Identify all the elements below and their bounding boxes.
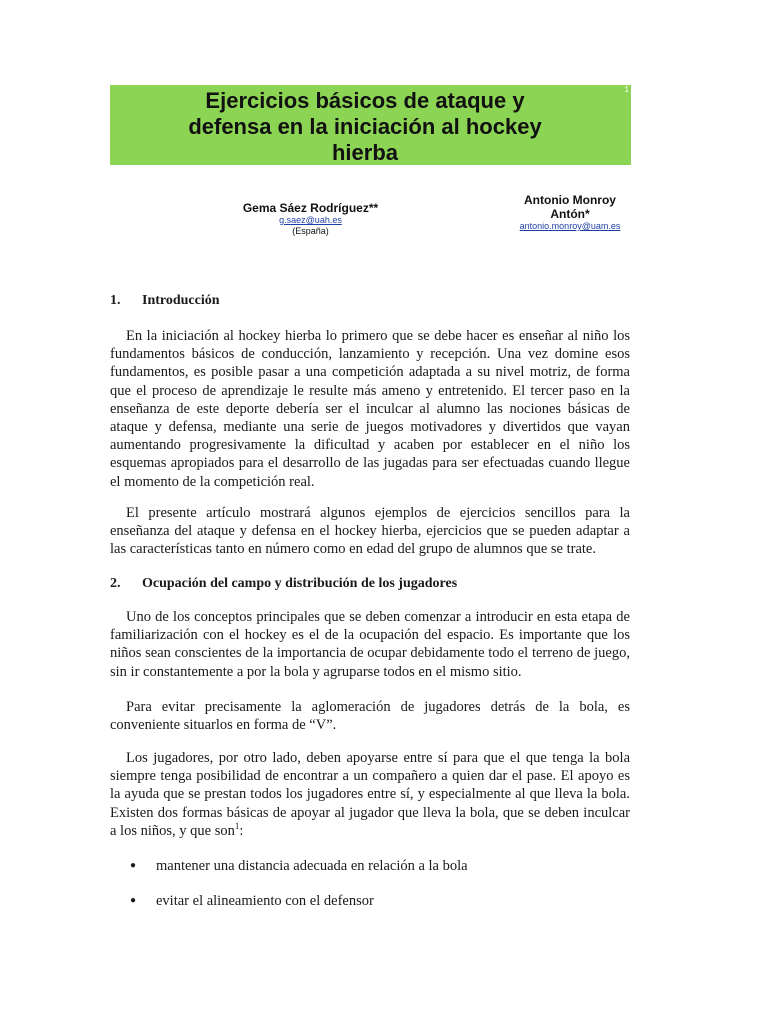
paragraph-intro-1: En la iniciación al hockey hierba lo primero que se debe hacer es enseñar al niño los fundamentos básicos de conducción, lanzamiento y recepción. Una vez domine esos fundamentos, es posible pasar a una competición adaptada a su nivel motriz, de forma que el proceso de aprendizaje le resulte más ameno y entretenido. El tercer paso en la enseñanza de este deporte debería ser el inculcar al alumno las nociones básicas de ataque y defensa, mediante una serie de juegos motivadores y divertidos que vayan aumentando progresivamente la dificultad y acaben por establecer en el niño los esquemas apropiados para el desarrollo de las jugadas para ser efectuadas cuando llegue el momento de la competición real. (110, 328, 630, 490)
title-banner (110, 85, 631, 165)
section-number-1: 1. (110, 293, 121, 308)
author-email-1[interactable]: g.saez@uah.es (279, 215, 342, 225)
paragraph-occupation-1: Uno de los conceptos principales que se deben comenzar a introducir en esta etapa de familiarización con el hockey es el de la ocupación del espacio. Es importante que los niños sean conscientes de la importancia de ocupar debidamente todo el terreno de juego, sin ir constantemente a por la bola y agruparse todos en el mismo sitio. (110, 609, 630, 680)
section-heading-1 (110, 292, 220, 310)
bullet-text-2: evitar el alineamiento con el defensor (156, 893, 374, 909)
title-corner-mark: 1 (624, 85, 629, 94)
bullet-dot-icon: ● (130, 895, 137, 906)
paragraph-intro-2: El presente artículo mostrará algunos ejemplos de ejercicios sencillos para la enseñanza del ataque y defensa en el hockey hierba, ejercicios que se pueden adaptar a las características tanto en número como en edad del grupo de alumnos que se trate. (110, 505, 630, 558)
author-block-2 (495, 193, 645, 232)
author-email-2[interactable]: antonio.monroy@uam.es (519, 221, 621, 231)
title-line-3: hierba (331, 140, 399, 165)
document-title (110, 88, 620, 166)
section-title-1: Introducción (142, 293, 220, 308)
bullet-text-1: mantener una distancia adecuada en relación a la bola (156, 858, 468, 874)
bullet-item-2 (130, 892, 374, 910)
title-line-1: Ejercicios básicos de ataque y (205, 88, 525, 113)
title-line-2: defensa en la iniciación al hockey (188, 114, 542, 139)
bullet-item-1 (130, 857, 468, 875)
section-title-2: Ocupación del campo y distribución de los jugadores (142, 576, 458, 591)
author-name-2-line-2: Antón* (550, 207, 590, 221)
author-name-2-line-1: Antonio Monroy (524, 193, 616, 207)
footnote-marker-1[interactable]: 1 (234, 820, 240, 831)
paragraph-occupation-3-text: Los jugadores, por otro lado, deben apoyarse entre sí para que el que tenga la bola siempre tenga posibilidad de encontrar a un compañero a quien dar el pase. El apoyo es la ayuda que se prestan todos los jugadores entre sí, y especialmente al que lleva la bola. Existen dos formas básicas de apoyar al jugador que lleva la bola, que se deben inculcar a los niños, y que son (110, 750, 630, 839)
paragraph-occupation-3-colon: : (239, 822, 244, 839)
author-country-1: (España) (292, 226, 329, 236)
paragraph-occupation-3 (110, 749, 630, 840)
section-heading-2 (110, 575, 457, 593)
bullet-dot-icon: ● (130, 860, 137, 871)
section-number-2: 2. (110, 576, 121, 591)
paragraph-occupation-2: Para evitar precisamente la aglomeración de jugadores detrás de la bola, es conveniente situarlos en forma de “V”. (110, 699, 630, 734)
author-block-1 (208, 201, 413, 237)
author-name-1: Gema Sáez Rodríguez** (242, 201, 379, 215)
